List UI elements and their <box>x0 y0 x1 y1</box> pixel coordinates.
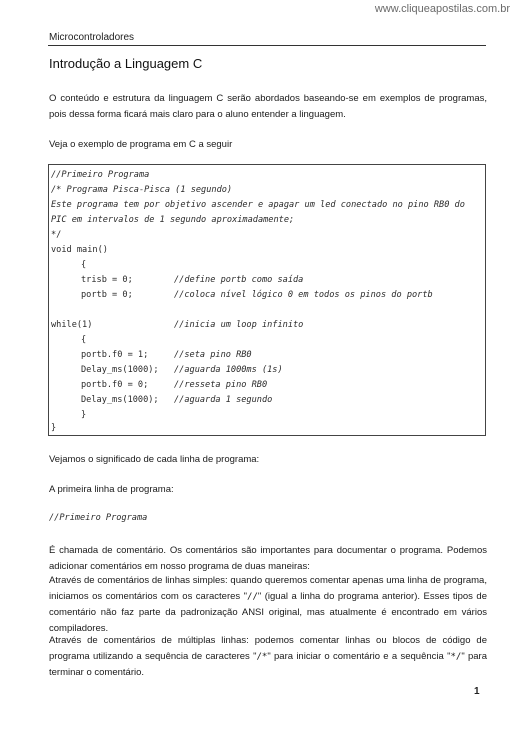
intro-paragraph: O conteúdo e estrutura da linguagem C serão abordados baseando-se em exemplos de programas, pois dessa forma ficará mais claro para o aluno entender a linguagem. <box>49 93 487 120</box>
code-line: } <box>81 410 87 420</box>
single-line-comments-paragraph <box>49 573 487 637</box>
intro-example-line: Veja o exemplo de programa em C a seguir <box>49 139 233 150</box>
comments-paragraph: É chamada de comentário. Os comentários são importantes para documentar o programa. Podemos adicionar comentários em nosso programa de duas maneiras: <box>49 545 487 572</box>
code-comment: //coloca nível lógico 0 em todos os pinos do portb <box>174 290 433 300</box>
inline-code: */ <box>450 652 462 662</box>
header-rule <box>48 45 486 46</box>
page-title: Introdução a Linguagem C <box>49 56 203 71</box>
paragraph-text: " para terminar o comentário. <box>49 651 487 678</box>
inline-code: /* <box>256 652 268 662</box>
code-line: { <box>81 260 87 270</box>
code-comment: //seta pino RB0 <box>174 350 252 360</box>
code-line: Delay_ms(1000); <box>81 395 159 405</box>
code-comment: //inicia um loop infinito <box>174 320 304 330</box>
site-url: www.cliqueapostilas.com.br <box>374 3 510 15</box>
code-line: //Primeiro Programa <box>51 170 150 180</box>
page-number: 1 <box>474 686 480 697</box>
code-line: */ <box>51 230 62 240</box>
section-first-line: A primeira linha de programa: <box>49 484 174 495</box>
section-meaning: Vejamos o significado de cada linha de programa: <box>49 454 260 465</box>
code-line: portb.f0 = 1; <box>81 350 149 360</box>
code-line: portb.f0 = 0; <box>81 380 149 390</box>
code-line: /* Programa Pisca-Pisca (1 segundo) <box>51 185 233 195</box>
code-line: while(1) <box>51 320 93 330</box>
code-comment: //aguarda 1 segundo <box>174 395 273 405</box>
code-line: PIC em intervalos de 1 segundo aproximadamente; <box>51 215 295 225</box>
code-comment: //resseta pino RB0 <box>174 380 268 390</box>
paragraph-text: Através de comentários de múltiplas linhas: podemos comentar linhas ou blocos de código de programa utilizando a sequência de caracteres " <box>49 635 487 662</box>
multi-line-comments-paragraph <box>49 633 487 681</box>
code-sample: //Primeiro Programa <box>49 513 148 523</box>
code-line: } <box>51 423 57 433</box>
paragraph-text: " (igual a linha do programa anterior). Esses tipos de comentário não faz parte da padronização ANSI original, mas atualmente é encontrado em vários compiladores. <box>49 591 487 634</box>
code-line: trisb = 0; <box>81 275 133 285</box>
paragraph-text: Através de comentários de linhas simples: quando queremos comentar apenas uma linha de programa, iniciamos os comentários com os caracteres " <box>49 575 487 602</box>
code-line: { <box>81 335 87 345</box>
code-comment: //aguarda 1000ms (1s) <box>174 365 283 375</box>
inline-code: // <box>247 592 258 602</box>
code-comment: //define portb como saída <box>174 275 304 285</box>
code-line: void main() <box>51 245 108 255</box>
code-listing <box>48 164 486 436</box>
code-line: portb = 0; <box>81 290 133 300</box>
running-header: Microcontroladores <box>49 32 135 43</box>
paragraph-text: " para iniciar o comentário e a sequência " <box>267 651 451 662</box>
code-line: Este programa tem por objetivo ascender e apagar um led conectado no pino RB0 do <box>51 200 465 210</box>
code-line: Delay_ms(1000); <box>81 365 159 375</box>
